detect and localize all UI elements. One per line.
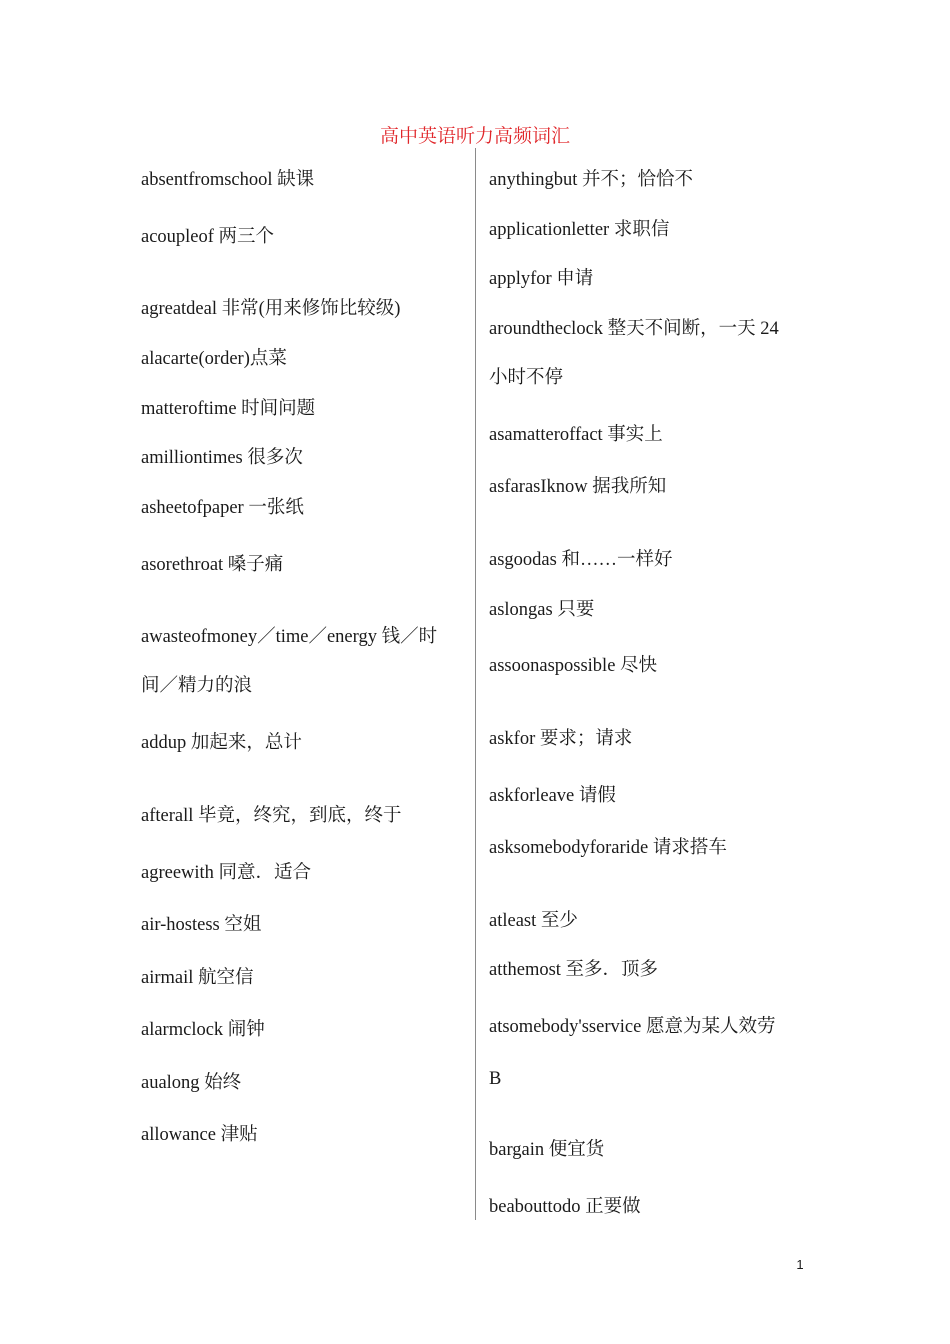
vocab-entry: atsomebody'sservice 愿意为某人效劳 xyxy=(489,1017,776,1037)
vocab-entry: airmail 航空信 xyxy=(141,968,254,988)
vocab-entry: askforleave 请假 xyxy=(489,786,616,806)
vocab-entry: askfor 要求；请求 xyxy=(489,729,633,749)
vocab-entry: awasteofmoney／time／energy 钱／时 xyxy=(141,627,438,647)
vocab-entry: addup 加起来，总计 xyxy=(141,733,302,753)
vocab-entry: alarmclock 闹钟 xyxy=(141,1020,265,1040)
vocab-entry-continuation: 小时不停 xyxy=(489,368,564,388)
vocab-entry: asfarasIknow 据我所知 xyxy=(489,477,667,497)
vocab-entry: asorethroat 嗓子痛 xyxy=(141,555,284,575)
vocab-entry: aroundtheclock 整天不间断，一天 24 xyxy=(489,319,779,339)
vocab-entry: amilliontimes 很多次 xyxy=(141,448,303,468)
page-number: 1 xyxy=(796,1257,804,1272)
vocab-entry: agreewith 同意．适合 xyxy=(141,863,312,883)
vocab-entry: matteroftime 时间问题 xyxy=(141,399,316,419)
column-divider xyxy=(475,148,476,1220)
vocab-entry: asksomebodyforaride 请求搭车 xyxy=(489,838,727,858)
page-title: 高中英语听力高频词汇 xyxy=(379,126,570,147)
vocab-entry: atleast 至少 xyxy=(489,911,578,931)
vocab-entry: atthemost 至多．顶多 xyxy=(489,960,659,980)
vocab-entry: aualong 始终 xyxy=(141,1073,242,1093)
vocab-entry-continuation: 间／精力的浪 xyxy=(141,676,253,696)
vocab-entry: alacarte(order)点菜 xyxy=(141,349,287,369)
vocab-entry: allowance 津贴 xyxy=(141,1125,258,1145)
section-letter: B xyxy=(489,1069,502,1089)
vocab-entry: bargain 便宜货 xyxy=(489,1140,605,1160)
vocab-entry: applicationletter 求职信 xyxy=(489,220,670,240)
vocab-entry: assoonaspossible 尽快 xyxy=(489,656,658,676)
vocab-entry: absentfromschool 缺课 xyxy=(141,170,315,190)
vocab-entry: asamatteroffact 事实上 xyxy=(489,425,663,445)
vocab-entry: aslongas 只要 xyxy=(489,600,595,620)
vocab-entry: anythingbut 并不；恰恰不 xyxy=(489,170,694,190)
vocab-entry: asgoodas 和……一样好 xyxy=(489,550,673,570)
vocab-entry: asheetofpaper 一张纸 xyxy=(141,498,304,518)
vocab-entry: acoupleof 两三个 xyxy=(141,227,275,247)
vocab-entry: air-hostess 空姐 xyxy=(141,915,262,935)
vocab-entry: beabouttodo 正要做 xyxy=(489,1197,641,1217)
vocab-entry: agreatdeal 非常(用来修饰比较级) xyxy=(141,299,401,319)
vocab-entry: applyfor 申请 xyxy=(489,269,594,289)
vocab-entry: afterall 毕竟，终究，到底，终于 xyxy=(141,806,402,826)
